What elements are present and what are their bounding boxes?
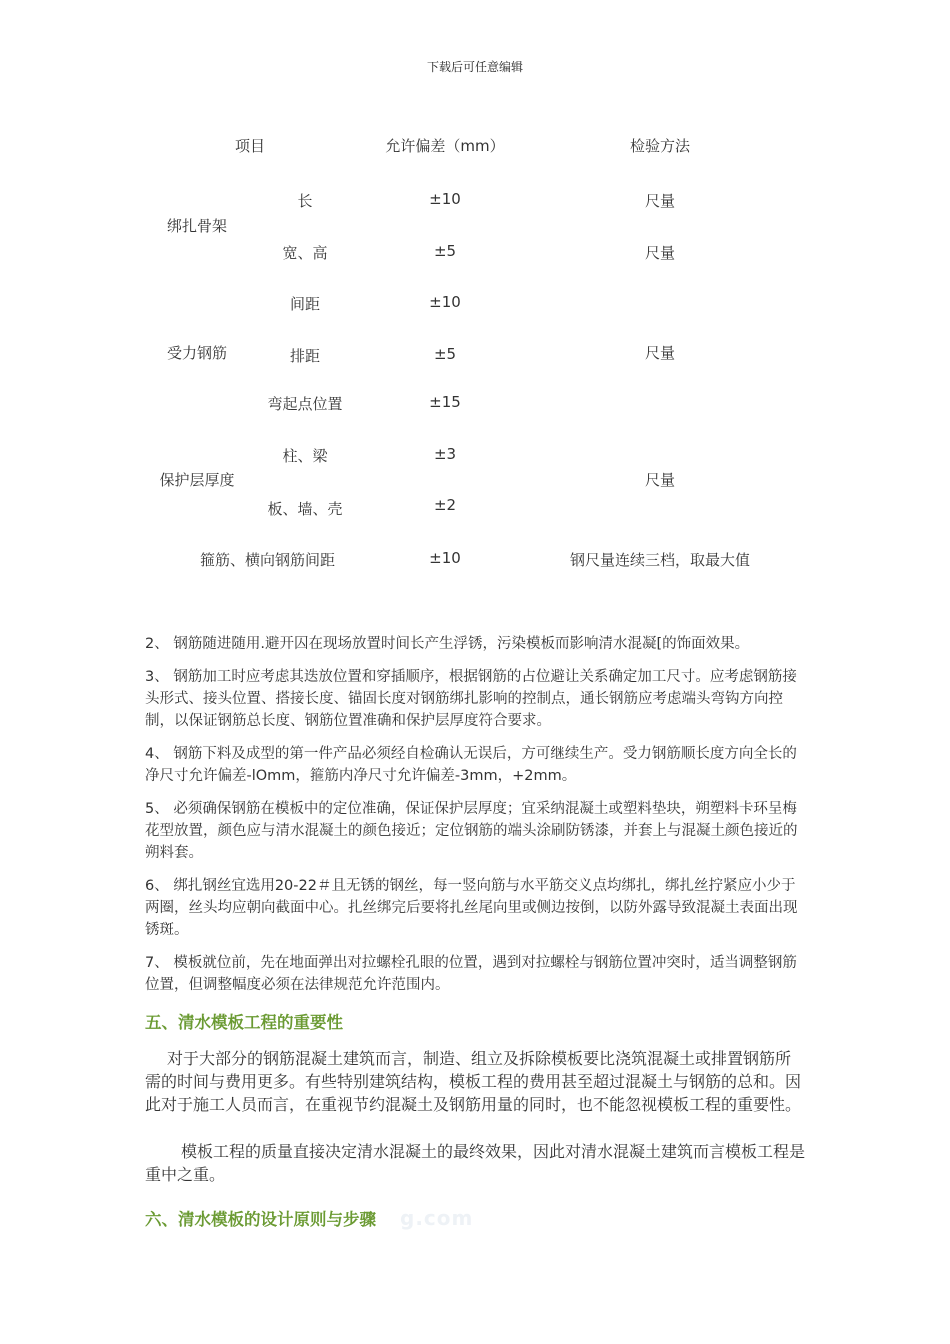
tolerance-value: ±10 <box>429 190 461 208</box>
sub-item: 排距 <box>289 347 320 365</box>
section-heading: 五、清水模板工程的重要性 <box>145 1013 343 1032</box>
item-text: 3、 钢筋加工时应考虑其迭放位置和穿插顺序，根据钢筋的占位避让关系确定加工尺寸。应考虑钢筋接头形式、接头位置、搭接长度、锚固长度对钢筋绑扎影响的控制点，通长钢筋应考虑端头弯钩方向控制，以保证钢筋总长度、钢筋位置准确和保护层厚度符合要求。 <box>145 669 797 729</box>
page-header: 下载后可任意编辑 <box>426 60 523 74</box>
method-value: 钢尺量连续三档，取最大值 <box>569 551 750 569</box>
sub-item: 弯起点位置 <box>267 395 343 413</box>
tolerance-value: ±3 <box>433 445 457 463</box>
header-tolerance: 允许偏差（mm） <box>385 137 505 155</box>
tolerance-value: ±2 <box>433 496 457 514</box>
paragraph-text: 对于大部分的钢筋混凝土建筑而言，制造、组立及拆除模板要比浇筑混凝土或排置钢筋所需的时间与费用更多。有些特别建筑结构，模板工程的费用甚至超过混凝土与钢筋的总和。因此对于施工人员而言，在重视节约混凝土及钢筋用量的同时，也不能忽视模板工程的重要性。 <box>145 1049 802 1114</box>
method-value: 尺量 <box>644 471 675 489</box>
sub-item: 宽、高 <box>282 244 328 262</box>
section-paragraph <box>145 1140 805 1186</box>
list-item <box>145 798 805 864</box>
tolerance-value: ±5 <box>433 242 457 260</box>
tolerance-value: ±10 <box>429 293 461 311</box>
method-value: 尺量 <box>644 192 675 210</box>
item-text: 5、 必须确保钢筋在模板中的定位准确，保证保护层厚度；宜采纳混凝土或塑料垫块，朔塑料卡环呈梅花型放置，颜色应与清水混凝土的颜色接近；定位钢筋的端头涂刷防锈漆，并套上与混凝土颜色接近的朔料套。 <box>145 801 798 861</box>
section-paragraph <box>145 1047 805 1116</box>
group-label: 受力钢筋 <box>166 344 227 362</box>
watermark: g.com <box>400 1206 474 1230</box>
group-label: 绑扎骨架 <box>166 217 227 235</box>
tolerance-value: ±5 <box>433 345 457 363</box>
item-text: 4、 钢筋下料及成型的第一件产品必须经自检确认无误后，方可继续生产。受力钢筋顺长度方向全长的净尺寸允许偏差-lOmm，箍筋内净尺寸允许偏差-3mm，+2mm。 <box>145 746 797 784</box>
item-text: 7、 模板就位前，先在地面弹出对拉螺栓孔眼的位置，遇到对拉螺栓与钢筋位置冲突时，适当调整钢筋位置，但调整幅度必须在法律规范允许范围内。 <box>145 955 797 993</box>
last-row-item: 箍筋、横向钢筋间距 <box>199 551 335 569</box>
list-item <box>145 875 805 941</box>
method-value: 尺量 <box>644 244 675 262</box>
header-method: 检验方法 <box>629 137 690 155</box>
list-item <box>145 952 805 996</box>
section-heading: 六、清水模板的设计原则与步骤 <box>145 1210 376 1229</box>
sub-item: 板、墙、壳 <box>267 500 343 518</box>
header-item: 项目 <box>234 137 265 155</box>
list-item <box>145 633 805 655</box>
sub-item: 柱、梁 <box>282 447 328 465</box>
item-text: 2、 钢筋随进随用.避开囚在现场放置时间长产生浮锈，污染模板而影响清水混凝[的饰面效果。 <box>145 636 750 652</box>
method-value: 尺量 <box>644 344 675 362</box>
paragraph-text: 模板工程的质量直接决定清水混凝土的最终效果，因此对清水混凝土建筑而言模板工程是重中之重。 <box>145 1142 806 1184</box>
sub-item: 间距 <box>289 295 320 313</box>
item-text: 6、 绑扎钢丝宜选用20-22＃且无锈的钢丝，每一竖向筋与水平筋交义点均绑扎，绑扎丝拧紧应小少于两圈，丝头均应朝向截面中心。扎丝绑完后要将扎丝尾向里或侧边按倒，以防外露导致混凝土表面出现锈斑。 <box>145 878 798 938</box>
tolerance-value: ±15 <box>429 393 461 411</box>
list-item <box>145 743 805 787</box>
sub-item: 长 <box>297 192 313 210</box>
tolerance-value: ±10 <box>429 549 461 567</box>
list-item <box>145 666 805 732</box>
group-label: 保护层厚度 <box>159 471 235 489</box>
